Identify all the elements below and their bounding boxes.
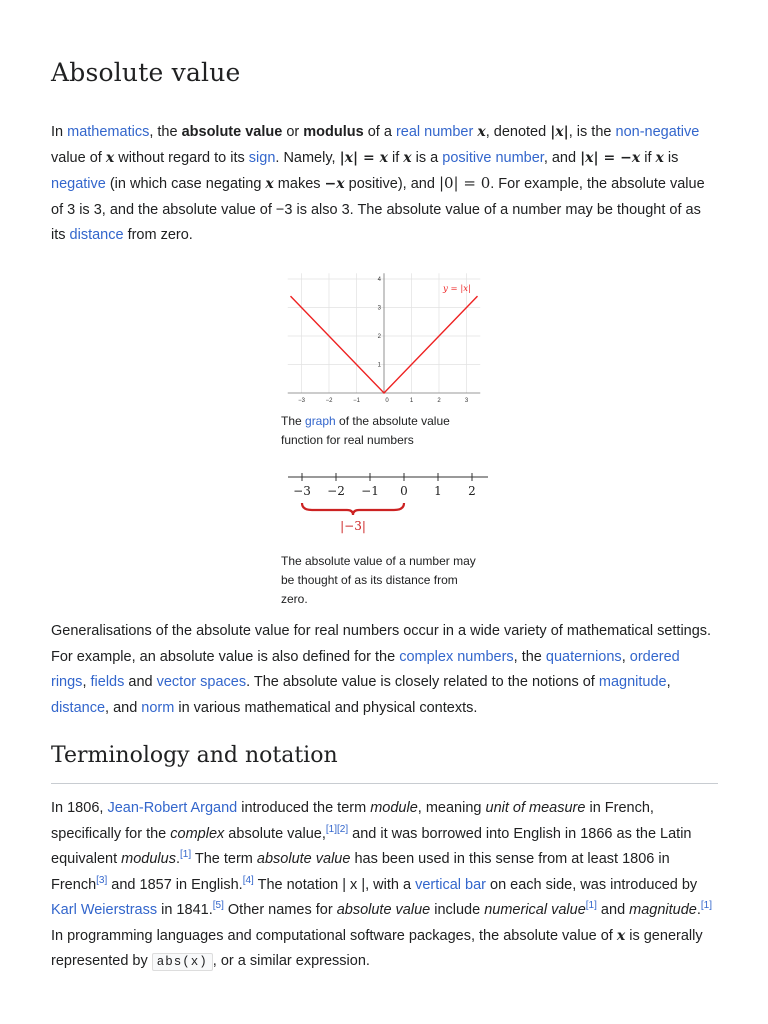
link-non-negative[interactable]: non-negative: [615, 124, 700, 140]
bold-modulus: modulus: [303, 124, 364, 140]
absolute-value-graph: [281, 270, 491, 410]
graph-caption: The graph of the absolute value function for real numbers: [281, 414, 450, 447]
x-tick-label: 3: [464, 398, 469, 404]
link-quaternions[interactable]: quaternions: [545, 648, 622, 665]
link-fields[interactable]: fields: [90, 674, 125, 690]
number-line-label: 1: [434, 484, 442, 498]
reference-link[interactable]: [2]: [336, 823, 349, 835]
number-line-label: 0: [400, 484, 408, 498]
x-tick-label: −2: [325, 398, 333, 404]
link-magnitude[interactable]: magnitude: [598, 674, 667, 690]
math-x: x: [105, 149, 115, 166]
math-x: x: [655, 149, 664, 166]
link-vertical-bar[interactable]: vertical bar: [415, 876, 486, 893]
x-tick-label: 1: [409, 398, 414, 404]
link-positive-number[interactable]: positive number: [442, 149, 544, 166]
section-heading-terminology: Terminology and notation: [51, 743, 338, 768]
link-sign[interactable]: sign: [248, 149, 276, 166]
math-x: x: [265, 176, 274, 192]
reference-link[interactable]: [4]: [242, 874, 254, 886]
math-abs-zero: |0| = 0: [438, 174, 491, 192]
link-mathematics[interactable]: mathematics: [67, 124, 150, 140]
math-x: x: [403, 149, 412, 166]
generalisations-paragraph: Generalisations of the absolute value for real numbers occur in a wide variety of mathematical settings. For example, an absolute value is also defined for the complex numbers, the quaternions, ordered rings, fields and vector spaces. The absolute value is closely related to the notions of magnitude, distance, and norm in various mathematical and physical contexts.: [51, 623, 712, 716]
math-abs-x: |x|: [550, 124, 569, 140]
reference-link[interactable]: [1]: [700, 900, 713, 912]
y-tick-label: 2: [377, 334, 381, 340]
x-tick-label: 2: [437, 398, 441, 404]
x-tick-label: −1: [353, 398, 360, 404]
math-x: x: [477, 124, 486, 140]
page-title: Absolute value: [51, 58, 241, 87]
notation-abs: | x |: [342, 876, 366, 893]
number-line-label: −1: [361, 484, 379, 498]
math-eq-abs-x-equals-x: |x| = x: [339, 149, 388, 166]
y-tick-label: 3: [377, 305, 381, 312]
link-distance-2[interactable]: distance: [51, 699, 106, 716]
link-real-number[interactable]: real number: [395, 124, 474, 140]
terminology-paragraph: In 1806, Jean-Robert Argand introduced the term module, meaning unit of measure in French, specifically for the complex absolute value,[1][2] and it was borrowed into English in 1866 as the Latin equivalent modulus.[1] The term absolute value has been used in this sense from at least 1806 in French[3] and 1857 in English.[4] The notation | x |, with a vertical bar on each side, was introduced by Karl Weierstrass in 1841.[5] Other names for absolute value include numerical value[1] and magnitude.[1] In programming languages and computational software packages, the absolute value of x is generally represented by abs(x) , or a similar expression.: [51, 800, 713, 969]
link-negative[interactable]: negative: [51, 176, 106, 192]
number-line-label: −2: [327, 484, 345, 498]
y-tick-label: 1: [377, 362, 381, 369]
reference-link[interactable]: [1]: [179, 849, 192, 861]
code-abs: abs(x): [152, 953, 213, 971]
link-karl-weierstrass[interactable]: Karl Weierstrass: [51, 902, 158, 918]
math-neg-x: −x: [324, 176, 345, 192]
number-line-figure: [281, 468, 491, 538]
function-label: y = |x|: [443, 284, 471, 294]
reference-link[interactable]: [1]: [325, 823, 337, 835]
brace-label: |−3|: [340, 519, 366, 533]
reference-link[interactable]: [3]: [96, 874, 108, 886]
reference-link[interactable]: [5]: [212, 900, 224, 912]
link-complex-numbers[interactable]: complex numbers: [399, 648, 514, 665]
link-graph[interactable]: graph: [305, 414, 336, 428]
number-line-label: 2: [468, 484, 476, 498]
link-ordered-rings[interactable]: ordered rings: [51, 648, 680, 690]
x-tick-label: −3: [298, 398, 305, 404]
link-distance[interactable]: distance: [69, 227, 124, 243]
number-line-label: −3: [293, 484, 311, 498]
distance-brace: [302, 503, 404, 515]
math-x: x: [616, 927, 626, 944]
link-norm[interactable]: norm: [141, 699, 175, 716]
reference-link[interactable]: [1]: [585, 900, 597, 912]
bold-absolute-value: absolute value: [181, 124, 283, 140]
y-tick-label: 4: [377, 277, 381, 283]
x-tick-label: 0: [385, 398, 389, 404]
intro-paragraph: In mathematics, the absolute value or modulus of a real number x, denoted |x|, is the non-negative value of x without regard to its sign. Namely, |x| = x if x is a positive number, and |x| = −x if x is negative (in which case negating x makes −x positive), and |0| = 0. For example, the absolute value of 3 is 3, and the absolute value of −3 is also 3. The absolute value of a number may be thought of as its distance from zero.: [51, 124, 705, 243]
section-divider: [51, 783, 718, 784]
math-eq-abs-x-equals-neg-x: |x| = −x: [580, 149, 641, 166]
link-vector-spaces[interactable]: vector spaces: [156, 674, 247, 690]
number-line-caption: The absolute value of a number may be thought of as its distance from zero.: [281, 554, 476, 606]
link-jean-robert-argand[interactable]: Jean-Robert Argand: [107, 800, 238, 816]
